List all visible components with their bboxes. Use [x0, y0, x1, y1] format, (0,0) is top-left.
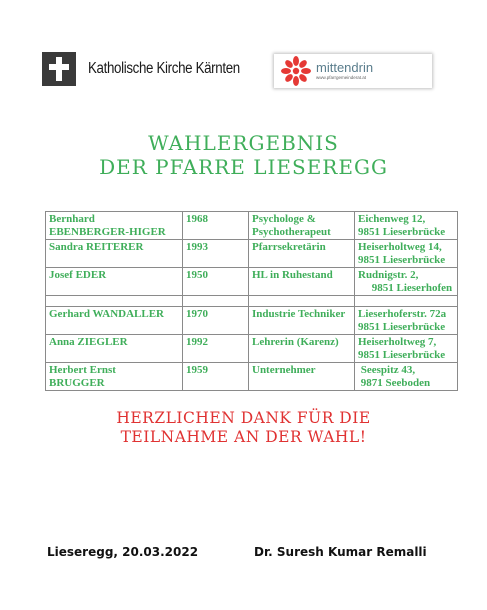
cell-job [249, 296, 355, 307]
cell-name: Bernhard EBENBERGER-HIGER [46, 212, 183, 240]
cell-year: 1959 [183, 363, 249, 391]
cell-job: Unternehmer [249, 363, 355, 391]
flower-icon [278, 55, 314, 87]
cross-icon [42, 52, 76, 86]
cell-address: Eichenweg 12, 9851 Lieserbrücke [355, 212, 458, 240]
cell-year [183, 296, 249, 307]
cell-name: Sandra REITERER [46, 240, 183, 268]
kath-kirche-text: Katholische Kirche Kärnten [88, 60, 240, 77]
table-row [46, 240, 458, 268]
cell-name: Anna ZIEGLER [46, 335, 183, 363]
table-row [46, 296, 458, 307]
table-row [46, 212, 458, 240]
cell-year: 1993 [183, 240, 249, 268]
signer-name: Dr. Suresh Kumar Remalli [254, 545, 427, 559]
mittendrin-text: mittendrin [316, 60, 374, 75]
place-date: Lieseregg, 20.03.2022 [47, 545, 199, 559]
thanks-line1: HERZLICHEN DANK FÜR DIE [116, 409, 371, 427]
cell-address: Heiserholtweg 14, 9851 Lieserbrücke [355, 240, 458, 268]
cell-job: Industrie Techniker [249, 307, 355, 335]
table-row [46, 268, 458, 296]
mittendrin-url: www.pfarrgemeinderat.at [316, 75, 367, 80]
cell-address: Seespitz 43, 9871 Seeboden [355, 363, 458, 391]
kath-kirche-logo [42, 52, 265, 86]
page-title-line2: DER PFARRE LIESEREGG [99, 155, 388, 179]
cell-year: 1992 [183, 335, 249, 363]
table-row [46, 363, 458, 391]
cell-address [355, 296, 458, 307]
cell-year: 1968 [183, 212, 249, 240]
cell-address: Rudnigstr. 2, 9851 Lieserhofen [355, 268, 458, 296]
table-row [46, 335, 458, 363]
results-table [45, 211, 458, 391]
cell-address: Heiserholtweg 7, 9851 Lieserbrücke [355, 335, 458, 363]
cell-name: Gerhard WANDALLER [46, 307, 183, 335]
cell-name [46, 296, 183, 307]
cell-job: HL in Ruhestand [249, 268, 355, 296]
cell-name: Herbert Ernst BRUGGER [46, 363, 183, 391]
cell-job: Lehrerin (Karenz) [249, 335, 355, 363]
cell-job: Pfarrsekretärin [249, 240, 355, 268]
cell-job: Psychologe & Psychotherapeut [249, 212, 355, 240]
table-row [46, 307, 458, 335]
cell-year: 1950 [183, 268, 249, 296]
page-title-line1: WAHLERGEBNIS [148, 131, 339, 155]
cell-address: Lieserhoferstr. 72a 9851 Lieserbrücke [355, 307, 458, 335]
mittendrin-logo [274, 54, 432, 88]
cell-name: Josef EDER [46, 268, 183, 296]
thanks-line2: TEILNAHME AN DER WAHL! [120, 428, 367, 446]
cell-year: 1970 [183, 307, 249, 335]
